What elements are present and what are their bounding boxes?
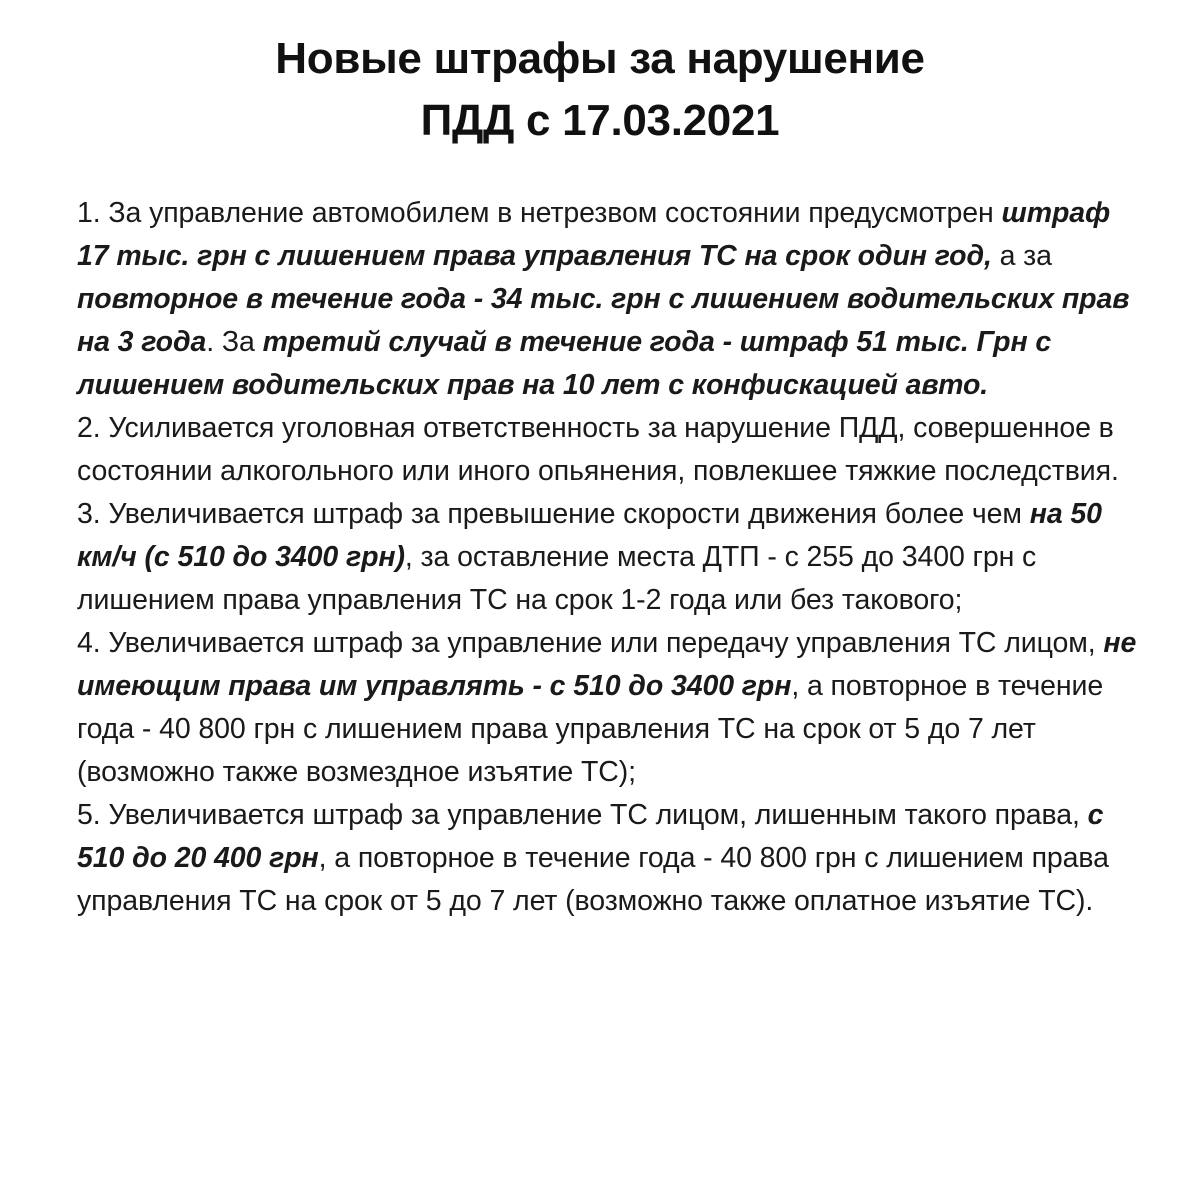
text-segment: 3. Увеличивается штраф за превышение скорости движения более чем [77,498,1030,530]
list-item [77,407,1137,493]
title-line-2: ПДД с 17.03.2021 [420,96,780,145]
emphasis-segment: штраф 17 тыс. грн с лишением права управления ТС на срок один год, [77,197,1111,272]
title-line-1: Новые штрафы за нарушение [275,34,925,83]
text-segment: , а повторное в течение года - 40 800 грн с лишением права управления ТС на срок от 5 до 7 лет (возможно также возмездное изъятие ТС); [77,670,1104,788]
list-item [77,622,1137,794]
list-item [77,794,1137,923]
text-segment: 1. За управление автомобилем в нетрезвом состоянии предусмотрен [77,197,1002,229]
emphasis-segment: не имеющим права им управлять - с 510 до 3400 грн [77,627,1137,702]
emphasis-segment: третий случай в течение года - штраф 51 тыс. Грн с лишением водительских прав на 10 лет с конфискацией авто. [77,326,1052,401]
emphasis-segment: на 50 км/ч (с 510 до 3400 грн) [77,498,1102,573]
text-segment: 2. Усиливается уголовная ответственность за нарушение ПДД, совершенное в состоянии алкогольного или иного опьянения, повлекшее тяжкие последствия. [77,412,1119,487]
text-segment: 5. Увеличивается штраф за управление ТС лицом, лишенным такого права, [77,799,1088,831]
text-segment: . За [206,326,263,358]
text-segment: , за оставление места ДТП - с 255 до 3400 грн с лишением права управления ТС на срок 1-2 года или без такового; [77,541,1037,616]
list-item [77,493,1137,622]
page-title [0,28,1200,152]
list-item [77,192,1137,407]
emphasis-segment: повторное в течение года - 34 тыс. грн с лишением водительских прав на 3 года [77,283,1130,358]
text-segment: а за [991,240,1052,272]
fines-list [77,192,1137,923]
emphasis-segment: с 510 до 20 400 грн [77,799,1104,874]
text-segment: , а повторное в течение года - 40 800 грн с лишением права управления ТС на срок от 5 до 7 лет (возможно также оплатное изъятие ТС). [77,842,1109,917]
text-segment: 4. Увеличивается штраф за управление или передачу управления ТС лицом, [77,627,1104,659]
